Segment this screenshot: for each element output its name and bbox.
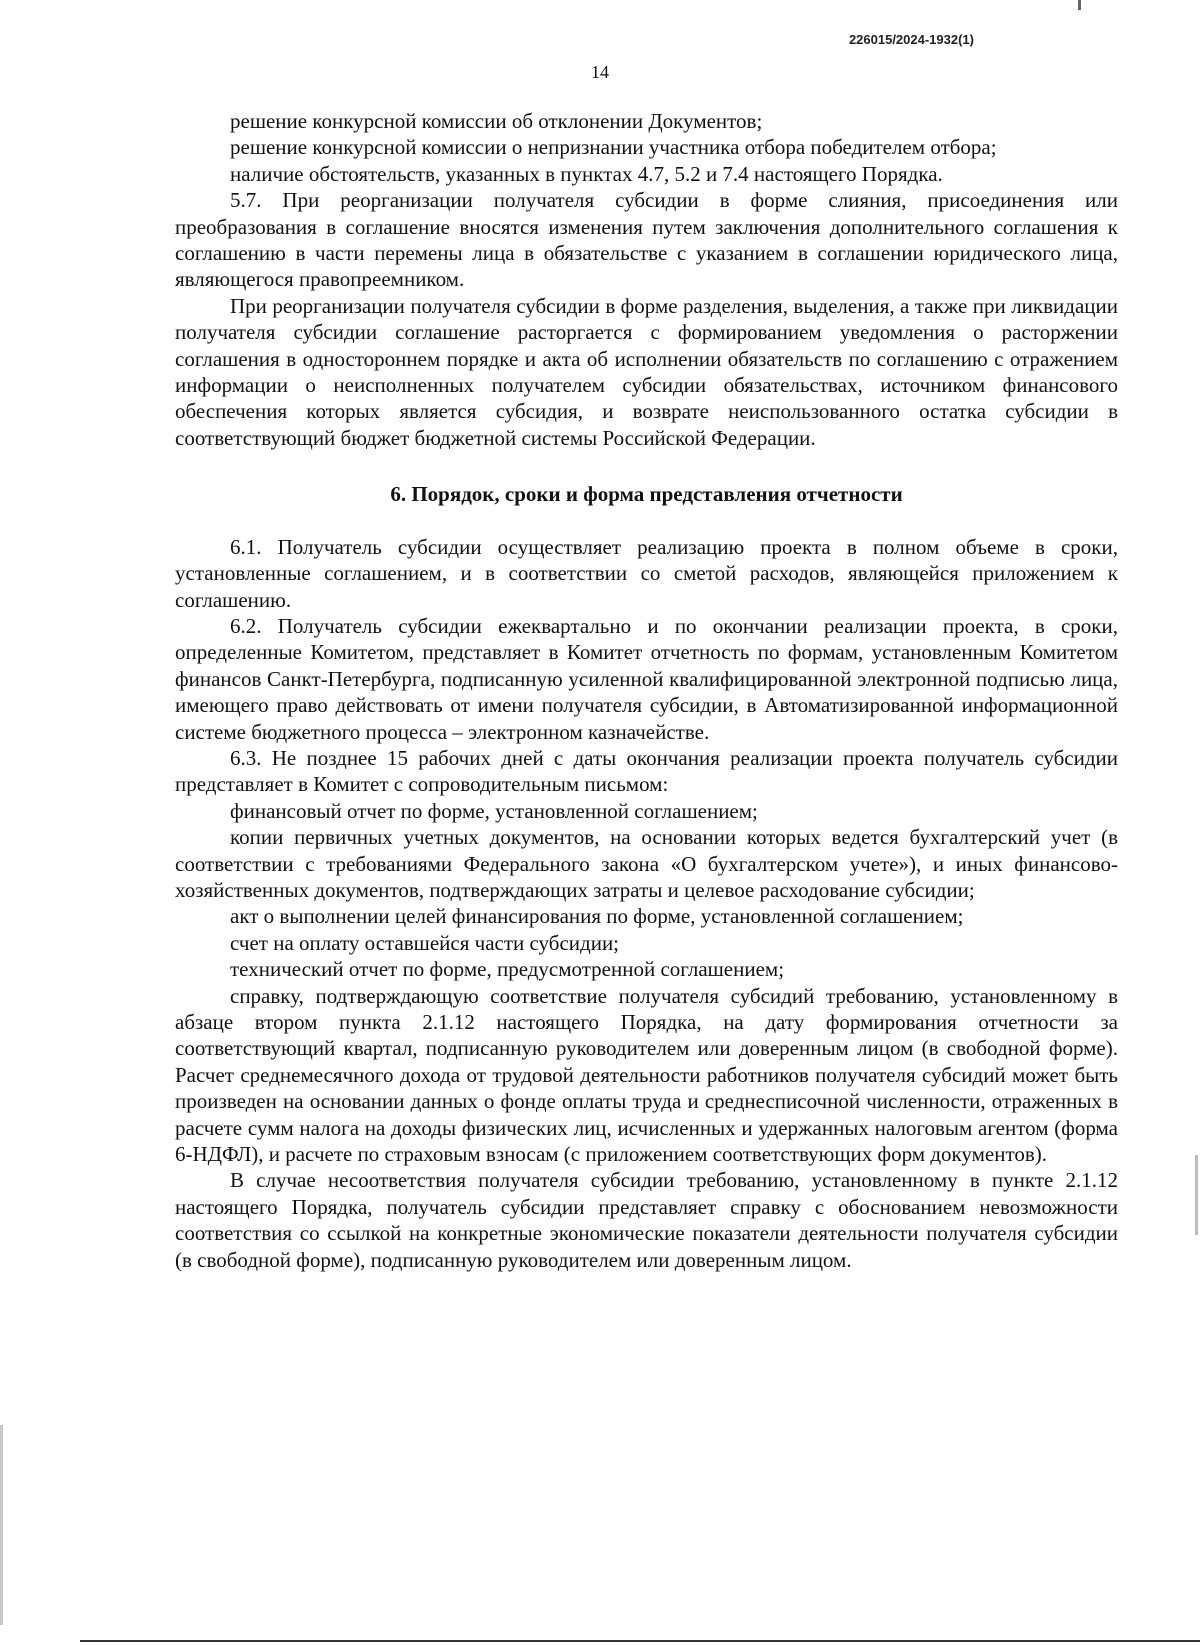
scan-edge-mark: [0, 1425, 3, 1625]
document-body: [175, 108, 1118, 1273]
paragraph-6-2: 6.2. Получатель субсидии ежеквартально и по окончании реализации проекта, в сроки, определенные Комитетом, представляет в Комитет отчетность по формам, установленным Комитетом финансов Санкт-Петербурга, подписанную усиленной квалифицированной электронной подписью лица, имеющего право действовать от имени получателя субсидии, в Автоматизированной информационной системе бюджетного процесса – электронном казначействе.: [175, 613, 1118, 744]
list-item: финансовый отчет по форме, установленной соглашением;: [230, 798, 758, 823]
section-heading: 6. Порядок, сроки и форма представления отчетности: [390, 482, 903, 507]
scan-edge-mark: [1195, 1155, 1198, 1235]
list-item: технический отчет по форме, предусмотренной соглашением;: [230, 957, 785, 982]
paragraph: При реорганизации получателя субсидии в форме разделения, выделения, а также при ликвидации получателя субсидии соглашение расторгается с формированием уведомления о расторжении соглашения в одностороннем порядке и акта об исполнении обязательств по соглашению с отражением информации о неисполненных получателем субсидии обязательствах, источником финансового обеспечения которых является субсидия, и возврате неиспользованного остатка субсидии в соответствующий бюджет бюджетной системы Российской Федерации.: [175, 293, 1118, 450]
scan-artifact-top: [1078, 0, 1081, 10]
list-item: справку, подтверждающую соответствие получателя субсидий требованию, установленному в абзаце втором пункта 2.1.12 настоящего Порядка, на дату формирования отчетности за соответствующий квартал, подписанную руководителем или доверенным лицом (в свободной форме). Расчет среднемесячного дохода от трудовой деятельности работников получателя субсидий может быть произведен на основании данных о фонде оплаты труда и среднесписочной численности, отраженных в расчете сумм налога на доходы физических лиц, исчисленных и удержанных налоговым агентом (форма 6-НДФЛ), и расчете по страховым взносам (с приложением соответствующих форм документов).: [175, 983, 1118, 1167]
paragraph: В случае несоответствия получателя субсидии требованию, установленному в пункте 2.1.12 настоящего Порядка, получатель субсидии представляет справку с обоснованием невозможности соответствия со ссылкой на конкретные экономические показатели деятельности получателя субсидии (в свободной форме), подписанную руководителем или доверенным лицом.: [175, 1168, 1118, 1272]
paragraph-5-7: 5.7. При реорганизации получателя субсидии в форме слияния, присоединения или преобразования в соглашение вносятся изменения путем заключения дополнительного соглашения к соглашению в части перемены лица в обязательстве с указанием в соглашении юридического лица, являющегося правопреемником.: [175, 188, 1118, 292]
list-item: копии первичных учетных документов, на основании которых ведется бухгалтерский учет (в соответствии с требованиями Федерального закона «О бухгалтерском учете»), и иных финансово-хозяйственных документов, подтверждающих затраты и целевое расходование субсидии;: [175, 825, 1118, 902]
page-number: 14: [591, 62, 609, 82]
scan-bottom-line: [80, 1640, 1200, 1642]
paragraph: решение конкурсной комиссии о непризнании участника отбора победителем отбора;: [230, 135, 997, 160]
list-item: счет на оплату оставшейся части субсидии;: [230, 930, 620, 955]
paragraph: решение конкурсной комиссии об отклонении Документов;: [230, 109, 763, 133]
paragraph: наличие обстоятельств, указанных в пунктах 4.7, 5.2 и 7.4 настоящего Порядка.: [230, 161, 943, 186]
document-registration-number: 226015/2024-1932(1): [848, 32, 974, 47]
paragraph-6-3: 6.3. Не позднее 15 рабочих дней с даты окончания реализации проекта получатель субсидии представляет в Комитет с сопроводительным письмом:: [175, 745, 1118, 797]
paragraph-6-1: 6.1. Получатель субсидии осуществляет реализацию проекта в полном объеме в сроки, установленные соглашением, и в соответствии со сметой расходов, являющейся приложением к соглашению.: [175, 534, 1118, 612]
list-item: акт о выполнении целей финансирования по форме, установленной соглашением;: [230, 904, 964, 929]
